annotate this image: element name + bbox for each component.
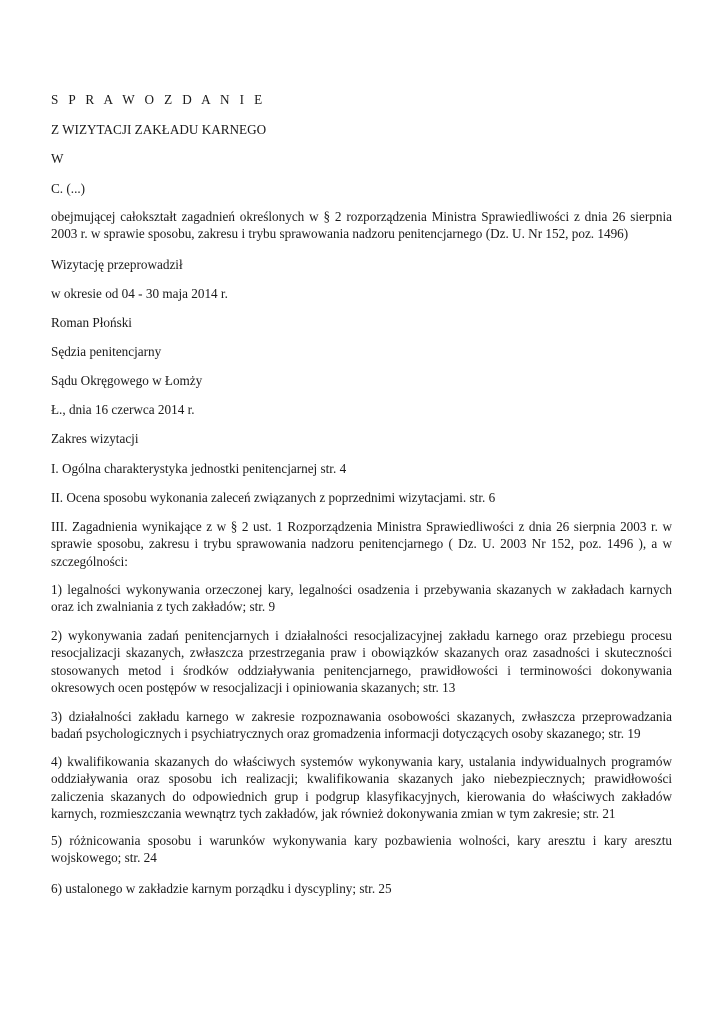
- section-item: 3) działalności zakładu karnego w zakresie rozpoznawania osobowości skazanych, zwłaszcza przeprowadzania badań psychologicznych i psychiatrycznych oraz gromadzenia informacji dotyczących osoby skazanego; str. 19: [51, 709, 672, 742]
- inspector-role: Sędzia penitencjarny: [51, 344, 162, 359]
- scope-sentence: obejmującej całokształt zagadnień określonych w § 2 rozporządzenia Ministra Sprawiedliwości z dnia 26 sierpnia 2003 r. w sprawie sposobu, zakresu i trybu sprawowania nadzoru penitencjarnego (Dz. U. Nr 152, poz. 1496): [51, 209, 672, 242]
- section-item: II. Ocena sposobu wykonania zaleceń związanych z poprzednimi wizytacjami. str. 6: [51, 490, 496, 505]
- report-subtitle: Z WIZYTACJI ZAKŁADU KARNEGO: [51, 122, 267, 137]
- section-item: 2) wykonywania zadań penitencjarnych i działalności resocjalizacyjnej zakładu karnego oraz przebiegu procesu resocjalizacji skazanych, zwłaszcza przestrzegania praw i obowiązków skazanych oraz zasadności i skuteczności stosowanych metod i środków oddziaływania penitencjarnego, prawidłowości i terminowości dokonywania okresowych ocen postępów w resocjalizacji i opiniowania skazanych; str. 13: [51, 628, 672, 696]
- section-item: 6) ustalonego w zakładzie karnym porządku i dyscypliny; str. 25: [51, 881, 392, 896]
- inspector-name: Roman Płoński: [51, 315, 132, 330]
- inspection-period: w okresie od 04 - 30 maja 2014 r.: [51, 286, 228, 301]
- section-item: 1) legalności wykonywania orzeczonej kary, legalności osadzenia i przebywania skazanych w zakładach karnych oraz ich zwalniania z tych zakładów; str. 9: [51, 582, 672, 615]
- conducted-by-label: Wizytację przeprowadził: [51, 257, 183, 272]
- section-item: I. Ogólna charakterystyka jednostki penitencjarnej str. 4: [51, 461, 347, 476]
- scope-heading: Zakres wizytacji: [51, 431, 139, 446]
- in-word: W: [51, 151, 64, 166]
- section-item: 4) kwalifikowania skazanych do właściwych systemów wykonywania kary, ustalania indywidualnych programów oddziaływania oraz sposobu ich realizacji; kwalifikowania skazanych jako niebezpiecznych; prawidłowości zaliczenia skazanych do odpowiednich grup i podgrup klasyfikacyjnych, kierowania do właściwych zakładów karnych, rozmieszczania wewnątrz tych zakładów, jak również dokonywania zmian w tym zakresie; str. 21: [51, 754, 672, 822]
- place-and-date: Ł., dnia 16 czerwca 2014 r.: [51, 402, 195, 417]
- report-title: S P R A W O Z D A N I E: [51, 92, 266, 107]
- place-name: C. (...): [51, 181, 86, 196]
- section-item: III. Zagadnienia wynikające z w § 2 ust. 1 Rozporządzenia Ministra Sprawiedliwości z dnia 26 sierpnia 2003 r. w sprawie sposobu, zakresu i trybu sprawowania nadzoru penitencjarnego ( Dz. U. 2003 Nr 152, poz. 1496 ), a w szczególności:: [51, 519, 672, 569]
- section-item: 5) różnicowania sposobu i warunków wykonywania kary pozbawienia wolności, kary aresztu i kary aresztu wojskowego; str. 24: [51, 833, 672, 866]
- court-name: Sądu Okręgowego w Łomży: [51, 373, 203, 388]
